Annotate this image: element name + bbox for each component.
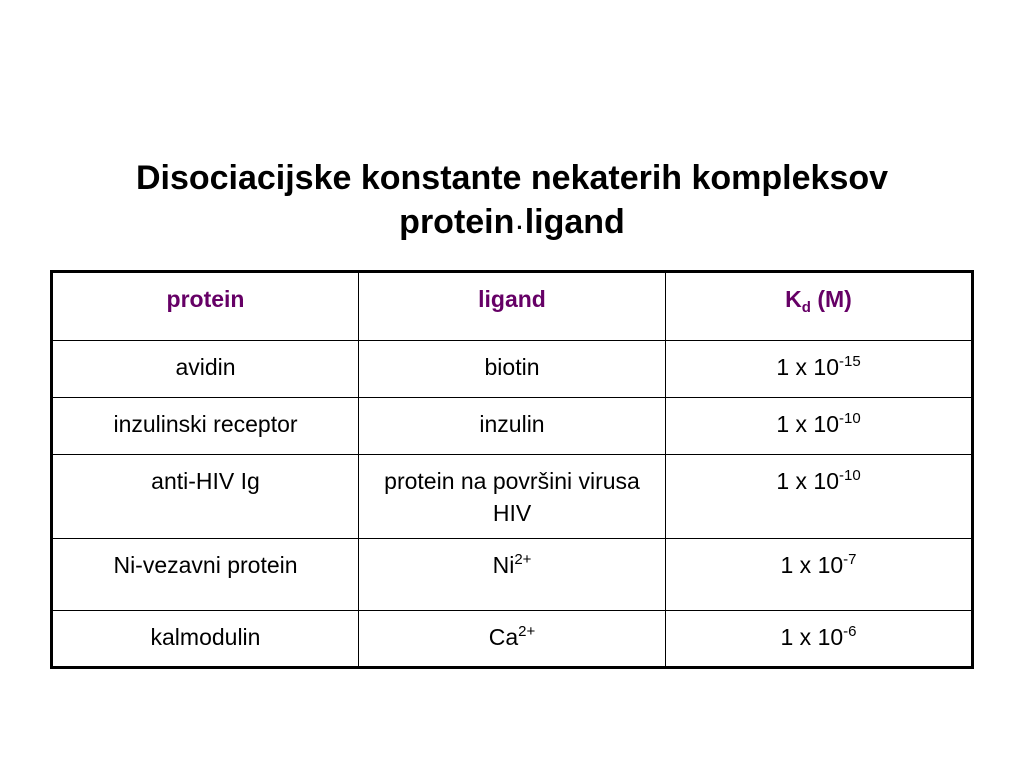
cell-kd [666, 455, 973, 539]
cell-ligand-charge: 2+ [514, 551, 532, 568]
title-complex-dot: · [516, 215, 524, 240]
cell-ligand-charge: 2+ [518, 623, 536, 640]
cell-ligand [359, 398, 666, 455]
header-kd-subscript: d [801, 299, 811, 316]
title-protein-word: protein [399, 203, 515, 241]
cell-ligand [359, 539, 666, 611]
table-row [52, 455, 973, 539]
cell-kd-base: 1 x 10 [776, 411, 839, 437]
cell-kd-base: 1 x 10 [780, 552, 844, 578]
header-protein: protein [52, 272, 359, 341]
cell-protein: kalmodulin [52, 611, 359, 668]
header-kd-symbol: K [785, 286, 802, 312]
cell-kd-base: 1 x 10 [776, 468, 839, 494]
cell-ligand-text: protein na površini virusa HIV [384, 468, 640, 526]
cell-kd-exponent: -10 [838, 467, 861, 484]
table-row [52, 611, 973, 668]
cell-protein: inzulinski receptor [52, 398, 359, 455]
title-ligand-word: ligand [524, 203, 625, 241]
cell-ligand [359, 455, 666, 539]
cell-protein: Ni-vezavni protein [52, 539, 359, 611]
cell-ligand-text: Ni [492, 552, 515, 578]
header-kd [666, 272, 973, 341]
cell-protein: avidin [52, 341, 359, 398]
cell-ligand-text: Ca [488, 624, 519, 650]
cell-kd-exponent: -6 [843, 623, 857, 640]
table-row [52, 341, 973, 398]
table-row [52, 539, 973, 611]
cell-ligand [359, 341, 666, 398]
cell-ligand [359, 611, 666, 668]
cell-kd-base: 1 x 10 [780, 624, 844, 650]
cell-protein: anti-HIV Ig [52, 455, 359, 539]
table-row [52, 398, 973, 455]
cell-kd [666, 539, 973, 611]
header-ligand: ligand [359, 272, 666, 341]
cell-kd-exponent: -10 [838, 410, 861, 427]
slide-title [40, 156, 984, 248]
cell-kd-exponent: -7 [843, 551, 857, 568]
title-line-2 [40, 200, 984, 248]
cell-kd-base: 1 x 10 [776, 354, 839, 380]
table-header-row [52, 272, 973, 341]
cell-ligand-text: inzulin [479, 411, 545, 437]
cell-kd [666, 398, 973, 455]
cell-ligand-text: biotin [484, 354, 540, 380]
cell-kd [666, 341, 973, 398]
cell-kd-exponent: -15 [838, 353, 861, 370]
cell-kd [666, 611, 973, 668]
dissociation-constants-table [50, 270, 974, 669]
title-line-1: Disociacijske konstante nekaterih kompleksov [135, 159, 889, 197]
header-kd-unit: (M) [810, 286, 852, 312]
